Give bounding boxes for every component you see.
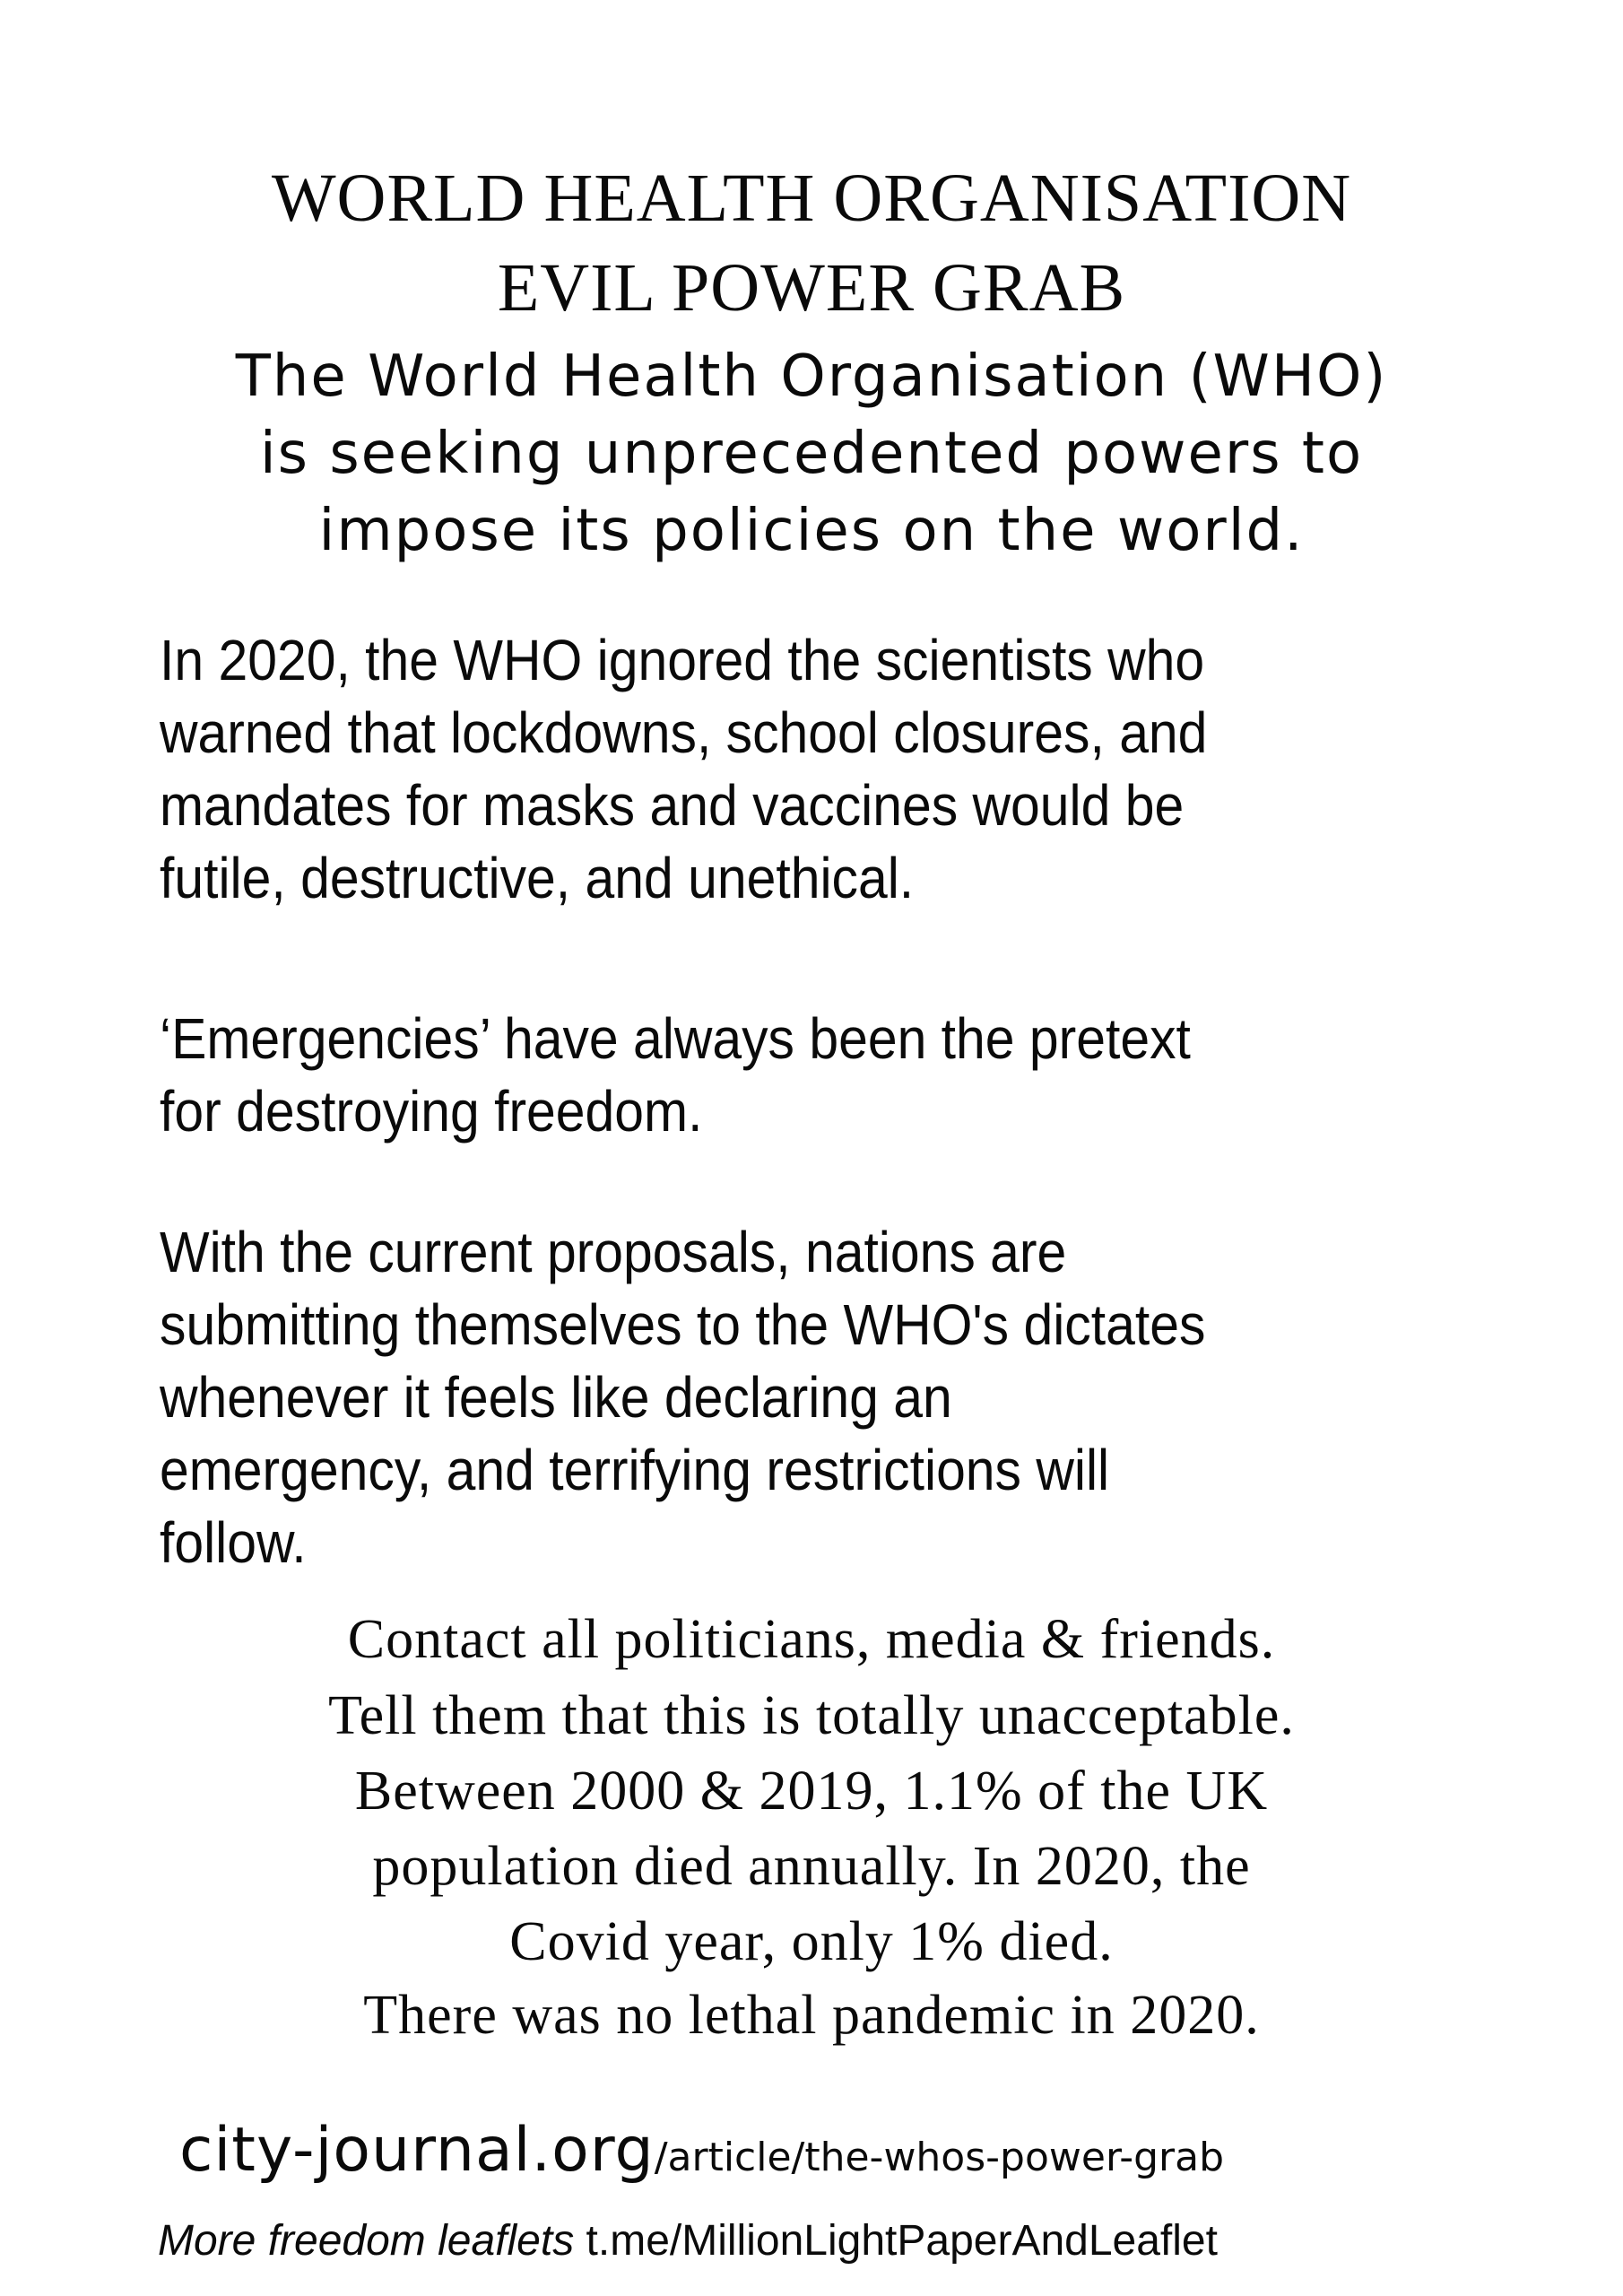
source-link-path: /article/the-whos-power-grab <box>654 2135 1225 2180</box>
source-link-domain: city-journal.org <box>179 2115 655 2186</box>
intro-line-2: is seeking unprecedented powers to <box>259 421 1364 487</box>
intro-line-1: The World Health Organisation (WHO) <box>235 344 1388 410</box>
call-to-action-line: There was no lethal pandemic in 2020. <box>363 1985 1260 2046</box>
paragraph-2-line: for destroying freedom. <box>160 1079 703 1144</box>
paragraph-3-line: emergency, and terrifying restrictions will <box>160 1438 1110 1502</box>
headline-line-1: WORLD HEALTH ORGANISATION <box>271 161 1352 236</box>
call-to-action-line: Covid year, only 1% died. <box>509 1911 1114 1972</box>
paragraph-3-line: With the current proposals, nations are <box>160 1220 1067 1284</box>
footer-lead: More freedom leaflets <box>158 2217 575 2265</box>
paragraph-3-line: submitting themselves to the WHO's dictates <box>160 1292 1206 1357</box>
paragraph-1-line: warned that lockdowns, school closures, and <box>160 700 1208 765</box>
paragraph-2-line: ‘Emergencies’ have always been the pretext <box>160 1006 1191 1071</box>
call-to-action-line: Between 2000 & 2019, 1.1% of the UK <box>354 1761 1269 1822</box>
paragraph-3-line: follow. <box>160 1510 307 1575</box>
intro-line-3: impose its policies on the world. <box>318 498 1305 564</box>
call-to-action-line: Tell them that this is totally unacceptable. <box>328 1685 1295 1746</box>
headline-line-2: EVIL POWER GRAB <box>497 250 1126 326</box>
footer-link[interactable]: t.me/MillionLightPaperAndLeaflet <box>586 2217 1218 2265</box>
paragraph-1-line: In 2020, the WHO ignored the scientists who <box>160 628 1205 692</box>
paragraph-3-line: whenever it feels like declaring an <box>160 1365 952 1430</box>
call-to-action-line: population died annually. In 2020, the <box>372 1836 1251 1897</box>
footer <box>158 2217 1218 2265</box>
paragraph-1-line: futile, destructive, and unethical. <box>160 846 915 910</box>
source-link[interactable] <box>179 2115 1225 2186</box>
call-to-action-line: Contact all politicians, media & friends. <box>347 1609 1276 1670</box>
paragraph-1-line: mandates for masks and vaccines would be <box>160 773 1185 838</box>
